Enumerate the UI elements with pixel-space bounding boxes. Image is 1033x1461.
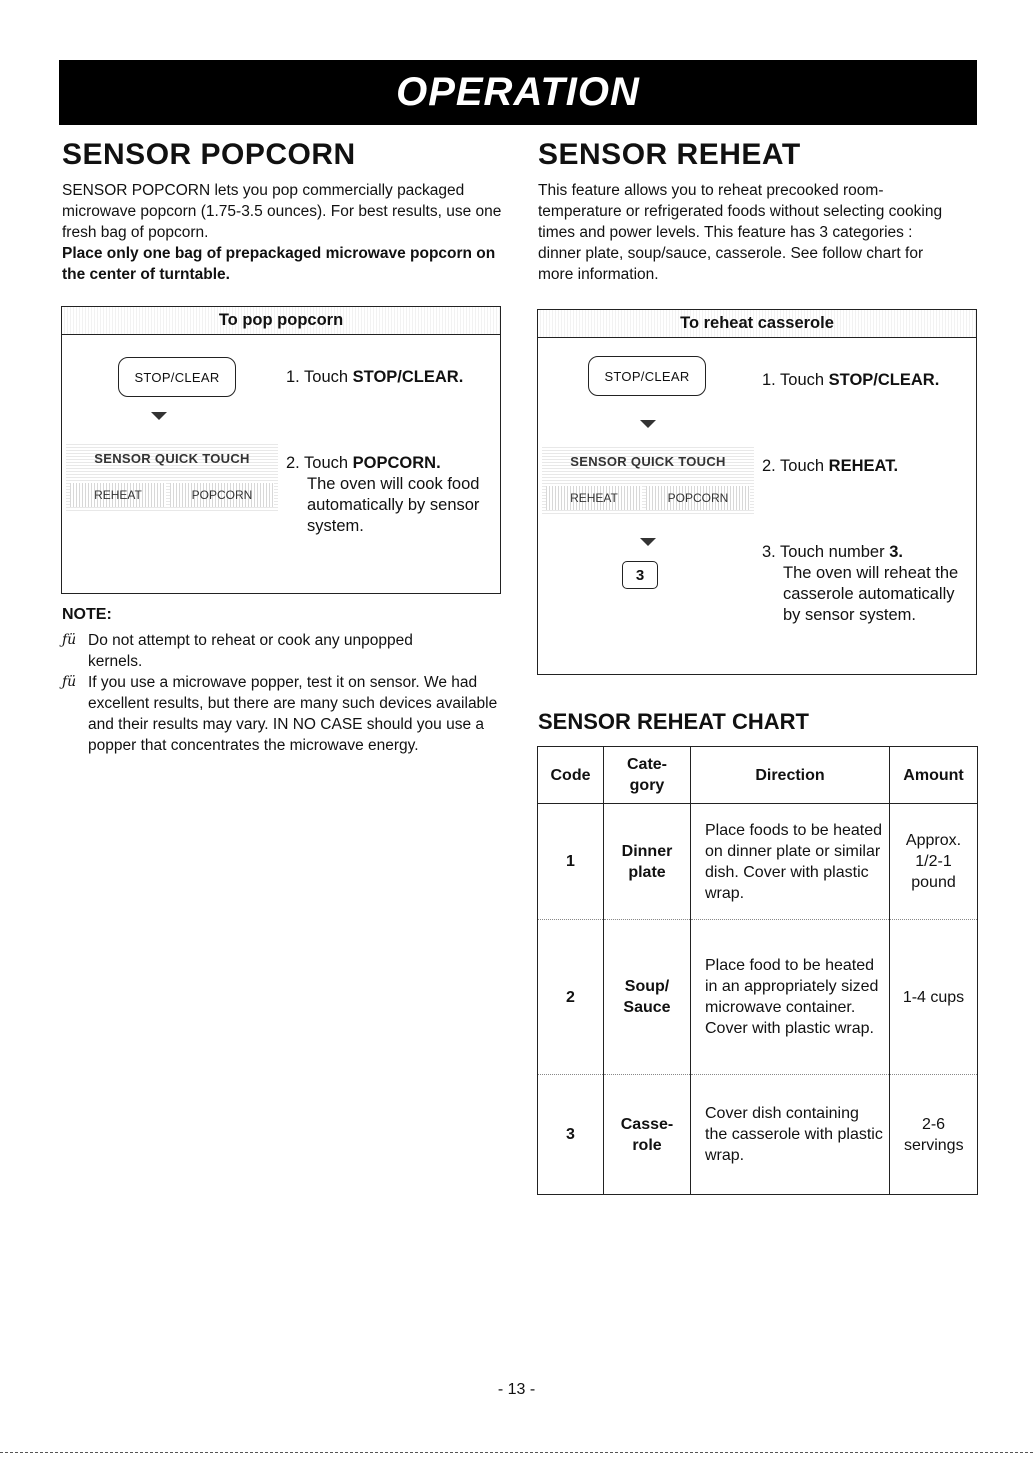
col-header-amount: Amount (890, 747, 978, 804)
step-text: 3. Touch number (762, 543, 890, 561)
cell-category: Casse-role (604, 1075, 691, 1195)
note-title: NOTE: (62, 606, 112, 623)
panel-reheat-key: REHEAT (70, 483, 166, 507)
page-number: - 13 - (497, 1381, 536, 1398)
bullet-glyph: ƒü (62, 632, 77, 648)
cell-amount: 1-4 cups (890, 920, 978, 1075)
stop-clear-key: STOP/CLEAR (118, 357, 236, 397)
cell-category: Dinner plate (604, 804, 691, 920)
table-row (538, 1075, 978, 1195)
pop-popcorn-box-title: To pop popcorn (62, 307, 500, 335)
banner-title: OPERATION (396, 70, 640, 114)
stop-clear-key: STOP/CLEAR (588, 356, 706, 396)
cell-amount: 2-6 servings (890, 1075, 978, 1195)
note-text: Do not attempt to reheat or cook any unpopped kernels. (88, 632, 413, 670)
step-text: 2. Touch (286, 454, 353, 472)
step-keyword: POPCORN. (352, 454, 441, 472)
reheat-chart-table (537, 746, 978, 1195)
sensor-popcorn-heading: SENSOR POPCORN (62, 138, 356, 171)
panel-popcorn-key: POPCORN (646, 486, 750, 510)
cell-code: 3 (538, 1075, 604, 1195)
cell-category: Soup/ Sauce (604, 920, 691, 1075)
reheat-casserole-box (537, 309, 977, 675)
step-detail: The oven will cook food automatically by sensor system. (307, 475, 480, 535)
sensor-reheat-heading: SENSOR REHEAT (538, 138, 801, 171)
cell-direction: Place foods to be heated on dinner plate or similar dish. Cover with plastic wrap. (691, 804, 890, 920)
cell-direction: Place food to be heated in an appropriately sized microwave container. Cover with plastic wrap. (691, 920, 890, 1075)
col-header-code: Code (538, 747, 604, 804)
popcorn-step-1 (286, 367, 463, 388)
step-text: 2. Touch (762, 457, 829, 475)
step-detail: The oven will reheat the casserole automatically by sensor system. (783, 564, 959, 624)
note-item (62, 672, 502, 756)
panel-reheat-key: REHEAT (546, 486, 642, 510)
bottom-divider (0, 1452, 1033, 1454)
bullet-glyph: ƒü (62, 674, 77, 690)
panel-title: SENSOR QUICK TOUCH (570, 454, 726, 469)
step-keyword: REHEAT. (828, 457, 899, 475)
popcorn-intro-bold: Place only one bag of prepackaged microwave popcorn on the center of turntable. (62, 245, 496, 283)
cell-code: 1 (538, 804, 604, 920)
table-row (538, 920, 978, 1075)
table-row (538, 804, 978, 920)
cell-direction: Cover dish containing the casserole with plastic wrap. (691, 1075, 890, 1195)
sensor-quick-touch-panel (542, 446, 754, 514)
step-keyword: STOP/CLEAR. (828, 371, 940, 389)
reheat-step-3 (762, 542, 962, 626)
col-header-direction: Direction (691, 747, 890, 804)
reheat-casserole-box-title: To reheat casserole (538, 310, 976, 338)
panel-title: SENSOR QUICK TOUCH (94, 451, 250, 466)
step-text: 1. Touch (286, 368, 353, 386)
down-arrow-icon (640, 538, 656, 546)
reheat-step-1 (762, 370, 939, 391)
popcorn-intro (62, 180, 507, 285)
reheat-step-2 (762, 456, 898, 477)
cell-amount: Approx. 1/2-1 pound (890, 804, 978, 920)
popcorn-step-2 (286, 453, 496, 537)
table-header-row (538, 747, 978, 804)
step-keyword: STOP/CLEAR. (352, 368, 464, 386)
popcorn-intro-text: SENSOR POPCORN lets you pop commercially packaged microwave popcorn (1.75-3.5 ounces). For best results, use one fresh bag of popcorn. (62, 182, 502, 241)
reheat-intro: This feature allows you to reheat precooked room-temperature or refrigerated foods without selecting cooking times and power levels. This feature has 3 categories : dinner plate, soup/sauce, casserole. See follow chart for more information. (538, 182, 943, 283)
cell-code: 2 (538, 920, 604, 1075)
operation-banner (59, 60, 977, 125)
down-arrow-icon (640, 420, 656, 428)
down-arrow-icon (151, 412, 167, 420)
sensor-quick-touch-panel (66, 443, 278, 511)
note-item (62, 630, 502, 672)
step-text: 1. Touch (762, 371, 829, 389)
panel-popcorn-key: POPCORN (170, 483, 274, 507)
reheat-chart-title: SENSOR REHEAT CHART (538, 709, 809, 734)
number-3-key: 3 (622, 561, 658, 589)
pop-popcorn-box (61, 306, 501, 594)
col-header-category: Cate-gory (604, 747, 691, 804)
note-text: If you use a microwave popper, test it on sensor. We had excellent results, but there are many such devices available and their results may vary. IN NO CASE should you use a popper that concentrates the microwave energy. (88, 674, 498, 754)
step-keyword: 3. (889, 543, 903, 561)
